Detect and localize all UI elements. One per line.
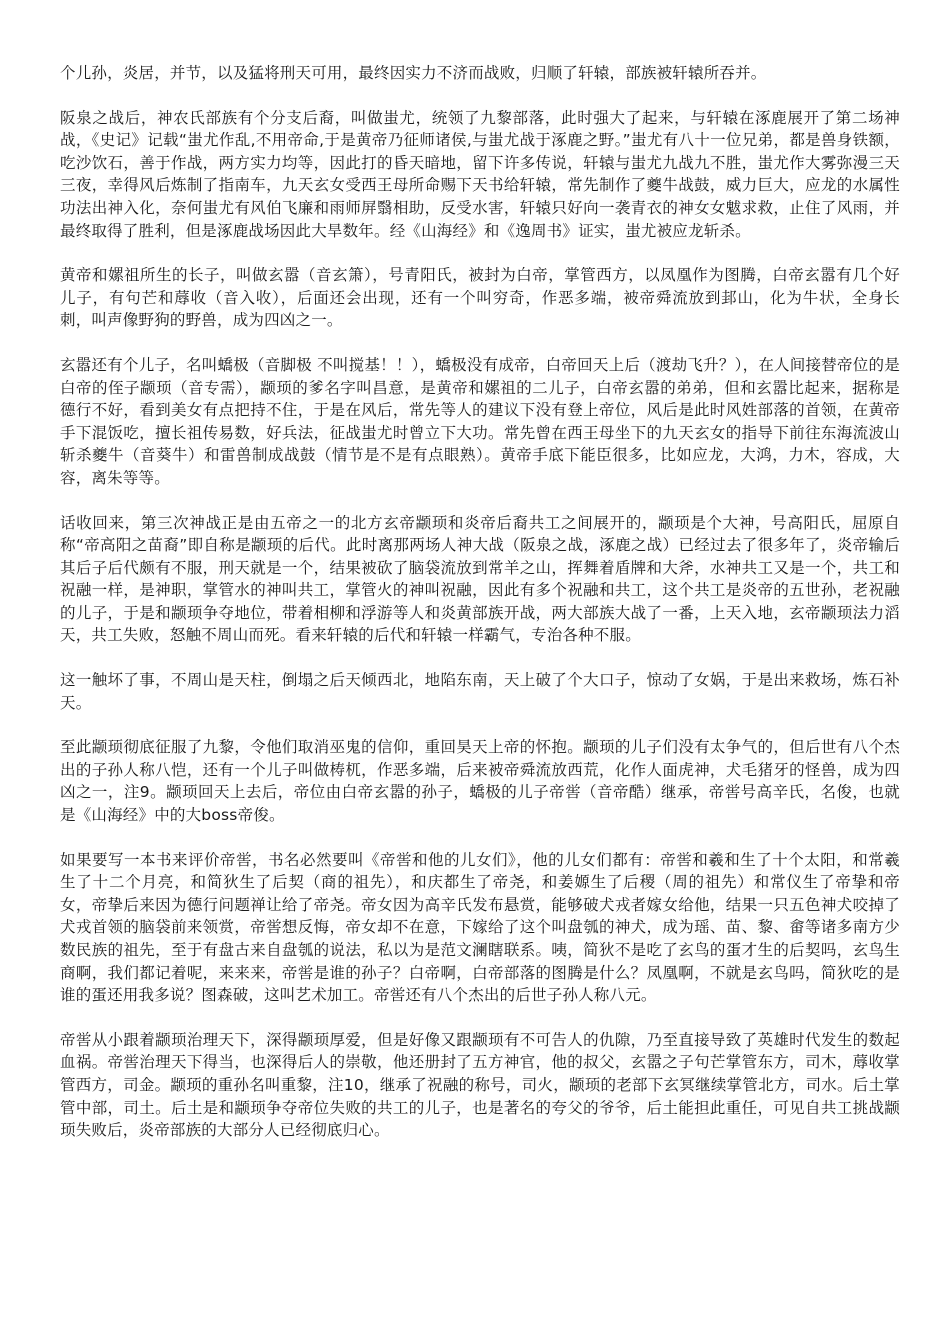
paragraph-9: 帝喾从小跟着颛顼治理天下，深得颛顼厚爱，但是好像又跟颛顼有不可告人的仇隙，乃至直接导致了英雄时代发生的数起血祸。帝喾治理天下得当，也深得后人的崇敬，他还册封了五方神官，他的叔父，玄嚣之子句芒掌管东方，司木，蓐收掌管西方，司金。颛顼的重孙名叫重黎，注10，继承了祝融的称号，司火，颛顼的老部下玄冥继续掌管北方，司水。后土掌管中部，司土。后土是和颛顼争夺帝位失败的共工的儿子，也是著名的夸父的爷爷，后土能担此重任，可见自共工挑战颛顼失败后，炎帝部族的大部分人已经彻底归心。 bbox=[60, 1030, 900, 1140]
paragraph-5: 话收回来，第三次神战正是由五帝之一的北方玄帝颛顼和炎帝后裔共工之间展开的，颛顼是个大神，号高阳氏，屈原自称“帝高阳之苗裔”即自称是颛顼的后代。此时离那两场人神大战（阪泉之战，涿鹿之战）已经过去了很多年了，炎帝输后其后子后代颇有不服，刑天就是一个，结果被砍了脑袋流放到常羊之山，挥舞着盾牌和大斧，水神共工又是一个，共工和祝融一样，是神职，掌管水的神叫共工，掌管火的神叫祝融，因此有多个祝融和共工，这个共工是炎帝的五世孙，老祝融的儿子，于是和颛顼争夺地位，带着相柳和浮游等人和炎黄部族开战，两大部族大战了一番，上天入地，玄帝颛顼法力滔天，共工失败，怒触不周山而死。看来轩辕的后代和轩辕一样霸气，专治各种不服。 bbox=[60, 513, 900, 645]
paragraph-4: 玄嚣还有个儿子，名叫蟜极（音脚极 不叫搅基！！），蟜极没有成帝，白帝回天上后（渡劫飞升？），在人间接替帝位的是白帝的侄子颛顼（音专需），颛顼的爹名字叫昌意，是黄帝和嫘祖的二儿子，白帝玄嚣的弟弟，但和玄嚣比起来，据称是德行不好，看到美女有点把持不住，于是在风后，常先等人的建议下没有登上帝位，风后是此时风姓部落的首领，在黄帝手下混饭吃，擅长祖传易数，好兵法，征战蚩尤时曾立下大功。常先曾在西王母坐下的九天玄女的指导下前往东海流波山斩杀夔牛（音葵牛）和雷兽制成战鼓（情节是不是有点眼熟）。黄帝手底下能臣很多，比如应龙，大鸿，力木，容成，大容，离朱等等。 bbox=[60, 355, 900, 487]
document-body bbox=[60, 62, 900, 1164]
paragraph-6: 这一触坏了事，不周山是天柱，倒塌之后天倾西北，地陷东南，天上破了个大口子，惊动了女娲，于是出来救场，炼石补天。 bbox=[60, 671, 900, 712]
paragraph-3: 黄帝和嫘祖所生的长子，叫做玄嚣（音玄箫），号青阳氏，被封为白帝，掌管西方，以凤凰作为图腾，白帝玄嚣有几个好儿子，有句芒和蓐收（音入收），后面还会出现，还有一个叫穷奇，作恶多端，被帝舜流放到邽山，化为牛状，全身长刺，叫声像野狗的野兽，成为四凶之一。 bbox=[60, 266, 900, 330]
paragraph-2: 阪泉之战后，神农氏部族有个分支后裔，叫做蚩尤，统领了九黎部落，此时强大了起来，与轩辕在涿鹿展开了第二场神战，《史记》记载“蚩尤作乱,不用帝命,于是黄帝乃征师诸侯,与蚩尤战于涿鹿之野。”蚩尤有八十一位兄弟，都是兽身铁额，吃沙饮石，善于作战，两方实力均等，因此打的昏天暗地，留下许多传说，轩辕与蚩尤九战九不胜，蚩尤作大雾弥漫三天三夜，幸得风后炼制了指南车，九天玄女受西王母所命赐下天书给轩辕，常先制作了夔牛战鼓，威力巨大，应龙的水属性功法出神入化，奈何蚩尤有风伯飞廉和雨师屏翳相助，反受水害，轩辕只好向一袭青衣的神女女魃求救，止住了风雨，并最终取得了胜利，但是涿鹿战场因此大旱数年。经《山海经》和《逸周书》证实，蚩尤被应龙斩杀。 bbox=[60, 108, 900, 240]
paragraph-1: 个儿孙，炎居，并节，以及猛将刑天可用，最终因实力不济而战败，归顺了轩辕，部族被轩辕所吞并。 bbox=[60, 64, 767, 82]
paragraph-8: 如果要写一本书来评价帝喾，书名必然要叫《帝喾和他的儿女们》，他的儿女们都有：帝喾和羲和生了十个太阳，和常羲生了十二个月亮，和简狄生了后契（商的祖先），和庆都生了帝尧，和姜嫄生了后稷（周的祖先）和常仪生了帝挚和帝女，帝挚后来因为德行问题禅让给了帝尧。帝女因为高辛氏发布悬赏，能够破犬戎者嫁女给他，结果一只五色神犬咬掉了犬戎首领的脑袋前来领赏，帝喾想反悔，帝女却不在意，下嫁给了这个叫盘瓠的神犬，成为瑶、苗、黎、畲等诸多南方少数民族的祖先，至于有盘古来自盘瓠的说法，私以为是范文澜瞎联系。咦，简狄不是吃了玄鸟的蛋才生的后契吗，玄鸟生商啊，我们都记着呢，来来来，帝喾是谁的孙子？白帝啊，白帝部落的图腾是什么？凤凰啊，不就是玄鸟吗，简狄吃的是谁的蛋还用我多说？图森破，这叫艺术加工。帝喾还有八个杰出的后世子孙人称八元。 bbox=[60, 850, 900, 1005]
paragraph-7: 至此颛顼彻底征服了九黎，令他们取消巫鬼的信仰，重回昊天上帝的怀抱。颛顼的儿子们没有太争气的，但后世有八个杰出的子孙人称八恺，还有一个儿子叫做梼杌，作恶多端，后来被帝舜流放西荒，化作人面虎神，犬毛猪牙的怪兽，成为四凶之一，注9。颛顼回天上去后，帝位由白帝玄嚣的孙子，蟜极的儿子帝喾（音帝酷）继承，帝喾号高辛氏，名俊，也就是《山海经》中的大boss帝俊。 bbox=[60, 738, 900, 825]
